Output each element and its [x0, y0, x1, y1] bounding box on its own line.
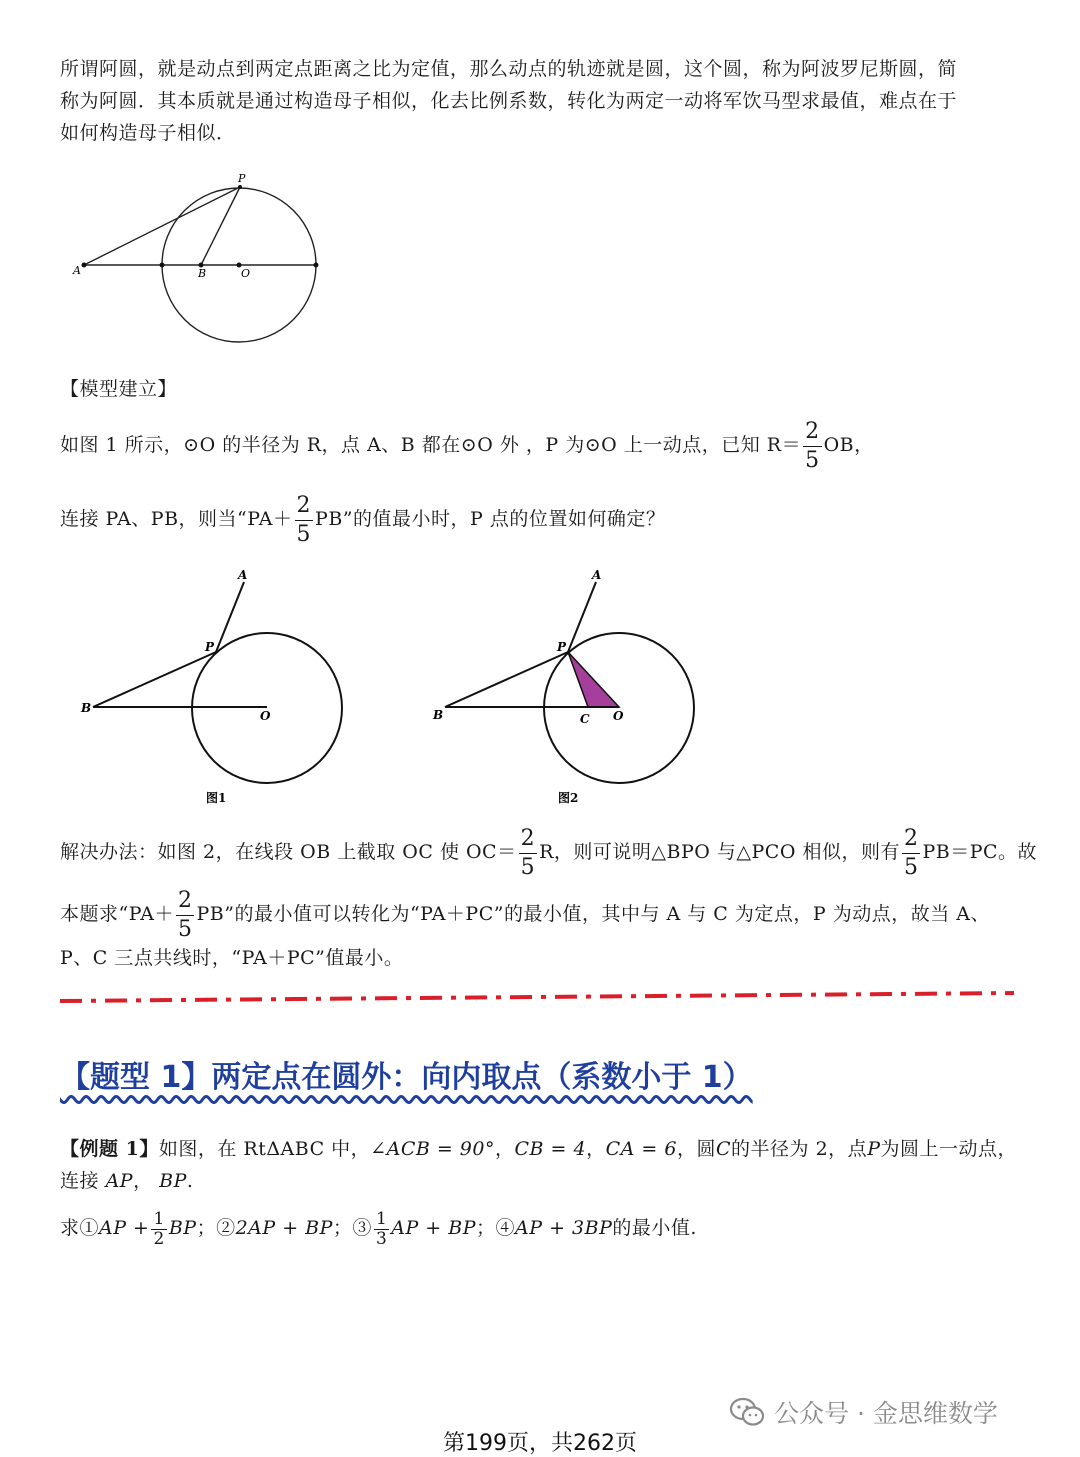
example-c: C [716, 1138, 732, 1160]
model-line-2-a: 连接 PA、PB，则当“PA＋ [60, 508, 293, 530]
model-title: 【模型建立】 [60, 378, 178, 400]
q3-den: 3 [375, 1228, 388, 1249]
fig2-label-p: P [557, 640, 567, 654]
fig0-label-a: A [73, 264, 81, 277]
q-sep-1: ；② [196, 1217, 236, 1239]
q3-num: 1 [375, 1208, 388, 1229]
q1-b: BP [168, 1217, 197, 1239]
model-fraction-2 [295, 492, 314, 549]
fig0-label-o: O [241, 267, 251, 280]
intro-line-3: 如何构造母子相似． [60, 122, 236, 144]
solution-fraction-1 [519, 825, 538, 882]
q4: AP + 3BP [515, 1217, 613, 1239]
solution-fraction-2 [902, 825, 921, 882]
fig1-label-a: A [238, 568, 248, 582]
solution-1b: R，则可说明△BPO 与△PCO 相似，则有 [539, 841, 900, 863]
solution-line-1 [60, 820, 1050, 884]
intro-line-1: 所谓阿圆，就是动点到两定点距离之比为定值，那么动点的轨迹就是圆，这个圆，称为阿波罗尼斯圆，简 [60, 58, 958, 80]
q-lead: 求① [60, 1217, 100, 1239]
fig2-label-a: A [592, 568, 602, 582]
frac-den: 5 [903, 854, 919, 880]
q-sep-2: ；③ [332, 1217, 372, 1239]
example-l2-b: ， [133, 1170, 153, 1192]
solution-1a: 解决办法：如图 2，在线段 OB 上截取 OC 使 OC＝ [60, 841, 517, 863]
fig2-label-o: O [613, 709, 624, 723]
example-sep-1: ， [495, 1138, 515, 1160]
solution-fraction-3 [176, 887, 195, 944]
example-ca: CA = 6 [605, 1138, 677, 1160]
q1-a: AP + [99, 1217, 150, 1239]
example-text-4: 为圆上一动点， [880, 1138, 1017, 1160]
fig2-label-b: B [433, 708, 444, 722]
fig0-point-right [314, 263, 319, 268]
solution-line-2 [60, 882, 1050, 946]
figure-1 [75, 565, 365, 810]
example-line-1 [60, 1133, 1050, 1165]
q-end: 的最小值. [612, 1217, 697, 1239]
fig2-caption: 图2 [558, 791, 579, 805]
watermark [728, 1394, 998, 1430]
frac-den: 5 [177, 916, 193, 942]
example-line-2 [60, 1165, 193, 1197]
solution-line-3: P、C 三点共线时，“PA＋PC”值最小。 [60, 947, 404, 969]
example-questions [60, 1200, 697, 1256]
model-line-1-b: OB， [823, 434, 874, 456]
intro-line-2: 称为阿圆．其本质就是通过构造母子相似，化去比例系数，转化为两定一动将军饮马型求最值，难点在于 [60, 90, 958, 112]
fig0-label-p: P [238, 172, 246, 185]
frac-num: 2 [295, 492, 314, 521]
model-line-1-a: 如图 1 所示，⊙O 的半径为 R，点 A、B 都在⊙O 外 ，P 为⊙O 上一动点，已知 R＝ [60, 434, 802, 456]
fig2-label-c: C [580, 712, 590, 726]
q1-num: 1 [153, 1208, 165, 1229]
frac-den: 5 [805, 447, 820, 473]
divider-line [60, 993, 1014, 1001]
example-text-2: ，圆 [676, 1138, 716, 1160]
frac-num: 2 [902, 825, 921, 854]
q3-fraction [374, 1210, 389, 1249]
fig1-caption: 图1 [206, 791, 227, 805]
fig1-label-b: B [81, 701, 92, 715]
solution-2b: PB”的最小值可以转化为“PA＋PC”的最小值，其中与 A 与 C 为定点，P 为动点，故当 A、 [196, 903, 990, 925]
q3-b: AP + BP [391, 1217, 477, 1239]
frac-num: 2 [176, 887, 195, 916]
q1-den: 2 [153, 1228, 165, 1249]
fig1-label-p: P [205, 640, 215, 654]
fig0-line-pb [201, 187, 240, 265]
watermark-text: 公众号 · 金思维数学 [774, 1399, 998, 1428]
apollonius-figure [60, 165, 340, 350]
fig0-line-pa [84, 187, 240, 265]
model-line-1 [60, 413, 1040, 477]
example-text-3: 的半径为 2，点 [731, 1138, 868, 1160]
section-heading: 【题型 1】两定点在圆外：向内取点（系数小于 1） [60, 1060, 753, 1095]
frac-den: 5 [296, 521, 312, 547]
example-bp: BP [159, 1170, 187, 1192]
fig0-point-p [238, 185, 242, 189]
fig2-triangle-pco [568, 652, 619, 707]
example-l2-a: 连接 [60, 1170, 100, 1192]
page-footer: 第199页，共262页 [443, 1431, 637, 1456]
intro-paragraph [60, 53, 1030, 149]
solution-1c: PB＝PC。故 [922, 841, 1038, 863]
model-line-2 [60, 487, 1040, 551]
wechat-icon [728, 1396, 766, 1428]
fig0-label-b: B [198, 267, 207, 280]
fig1-label-o: O [260, 709, 271, 723]
example-sep-2: ， [586, 1138, 606, 1160]
example-label: 【例题 1】 [60, 1138, 159, 1160]
frac-num: 2 [519, 825, 538, 854]
q2: 2AP + BP [235, 1217, 333, 1239]
example-cb: CB = 4 [514, 1138, 587, 1160]
fig0-point-a [82, 263, 87, 268]
example-ap: AP [105, 1170, 134, 1192]
section-divider [58, 985, 1018, 1009]
frac-den: 5 [520, 854, 536, 880]
example-l2-c: . [186, 1170, 194, 1192]
model-fraction-1 [803, 418, 822, 475]
example-angle: ∠ACB = 90° [370, 1138, 495, 1160]
q-sep-3: ；④ [476, 1217, 516, 1239]
figure-2 [427, 565, 717, 810]
fig1-line-pa [216, 582, 244, 652]
fig2-line-pa [568, 582, 596, 652]
model-line-2-b: PB”的值最小时，P 点的位置如何确定？ [315, 508, 666, 530]
example-p: P [867, 1138, 881, 1160]
q1-fraction [151, 1210, 166, 1249]
fig0-point-left [160, 263, 165, 268]
solution-2a: 本题求“PA＋ [60, 903, 174, 925]
frac-num: 2 [803, 418, 822, 447]
example-text-1: 如图，在 RtΔABC 中， [158, 1138, 371, 1160]
